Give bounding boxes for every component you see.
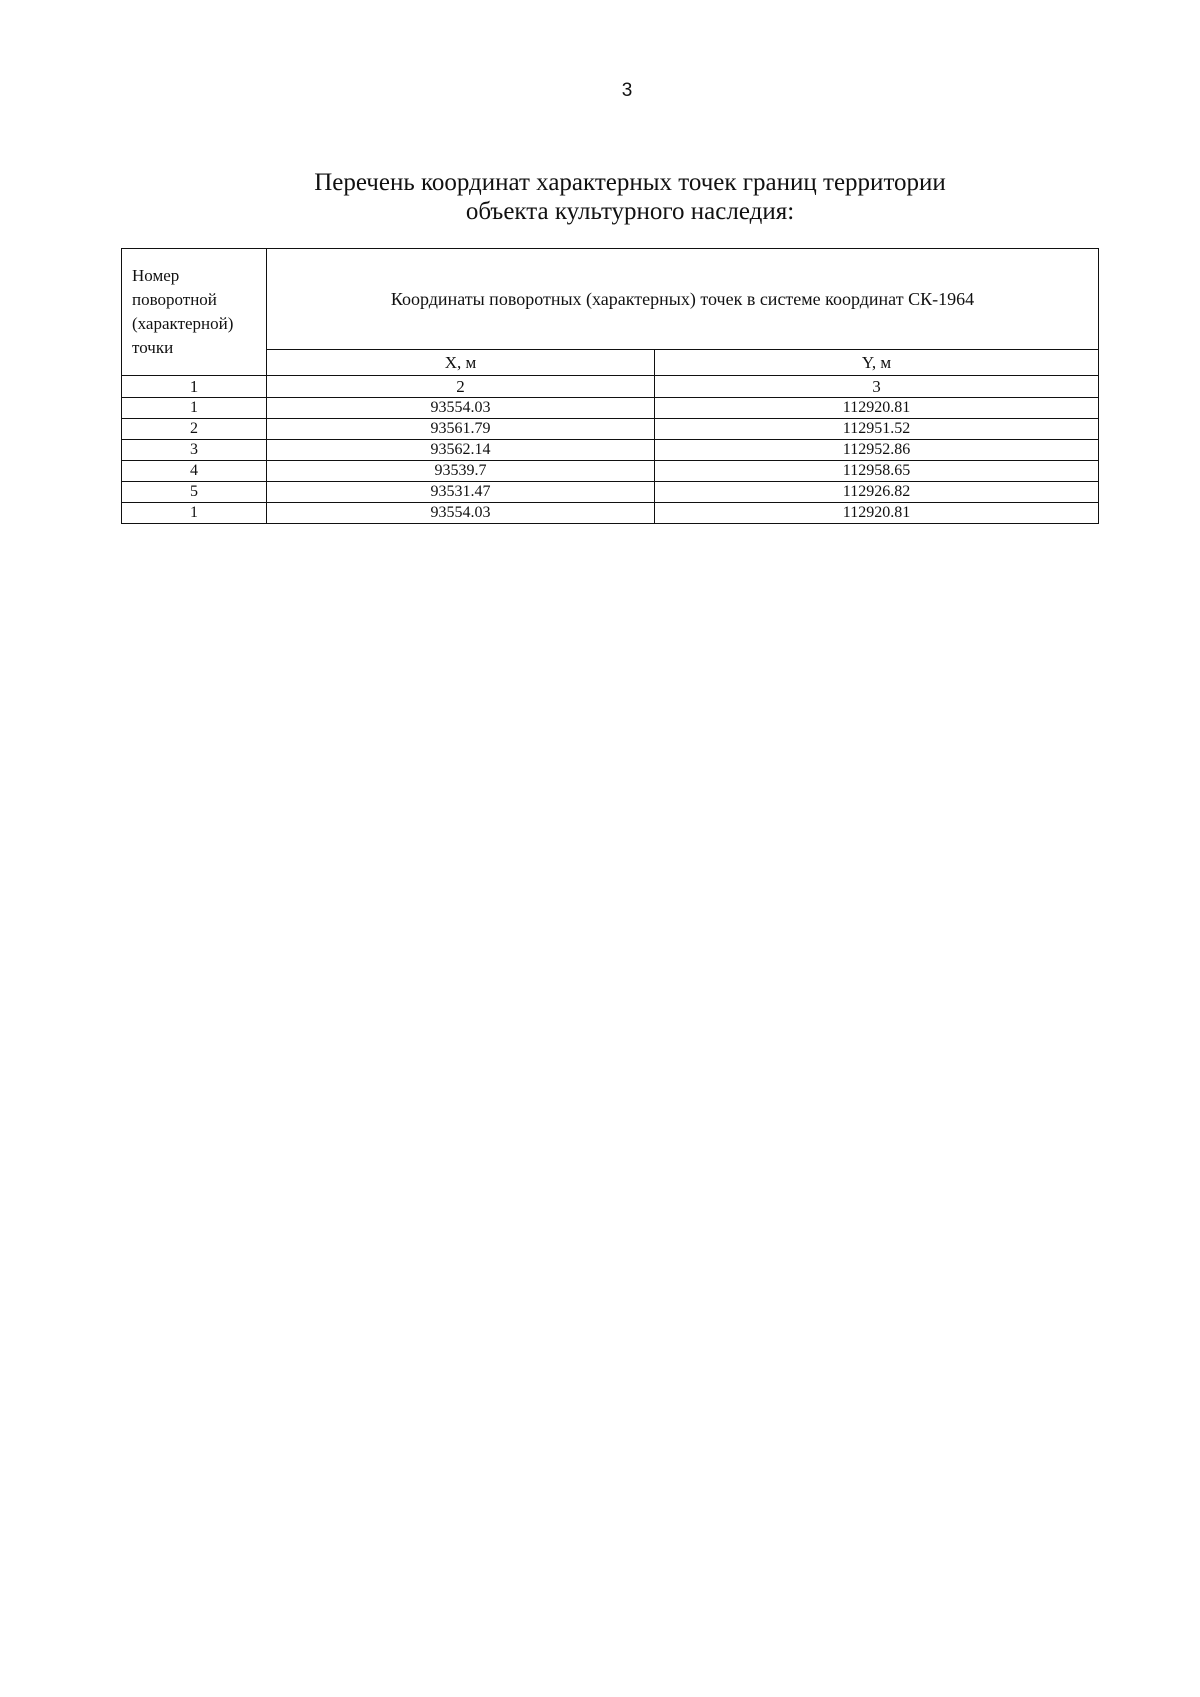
x-coordinate-cell: 93562.14 (267, 440, 655, 461)
y-coordinate-cell: 112958.65 (655, 461, 1099, 482)
point-number-cell: 1 (122, 398, 267, 419)
table-row (122, 440, 1099, 461)
y-coordinate-cell: 112951.52 (655, 419, 1099, 440)
coordinates-header: Координаты поворотных (характерных) точек в системе координат СК-1964 (267, 249, 1099, 350)
point-number-cell: 5 (122, 482, 267, 503)
x-coordinate-cell: 93554.03 (267, 503, 655, 524)
page-number: 3 (621, 80, 633, 101)
table-subheader-row (122, 350, 1099, 376)
point-number-header-line: поворотной (132, 290, 217, 309)
table-row (122, 419, 1099, 440)
table-row (122, 398, 1099, 419)
x-coordinate-cell: 93539.7 (267, 461, 655, 482)
table-row (122, 482, 1099, 503)
x-coordinate-cell: 93531.47 (267, 482, 655, 503)
point-number-cell: 3 (122, 440, 267, 461)
title-line-1: Перечень координат характерных точек границ территории (314, 169, 946, 196)
point-number-header-line: Номер (132, 266, 180, 285)
table-row (122, 503, 1099, 524)
coordinates-table (121, 248, 1099, 524)
column-index-row (122, 376, 1099, 398)
y-coordinate-cell: 112926.82 (655, 482, 1099, 503)
point-number-header-line: точки (132, 338, 174, 357)
point-number-cell: 4 (122, 461, 267, 482)
y-coordinate-cell: 112920.81 (655, 398, 1099, 419)
column-index-cell: 3 (655, 376, 1099, 398)
x-coordinate-cell: 93554.03 (267, 398, 655, 419)
document-title (250, 168, 1010, 226)
point-number-cell: 2 (122, 419, 267, 440)
y-column-header: Y, м (655, 350, 1099, 376)
x-column-header: X, м (267, 350, 655, 376)
y-coordinate-cell: 112920.81 (655, 503, 1099, 524)
title-line-2: объекта культурного наследия: (465, 198, 795, 225)
x-coordinate-cell: 93561.79 (267, 419, 655, 440)
point-number-cell: 1 (122, 503, 267, 524)
point-number-header (122, 249, 267, 376)
y-coordinate-cell: 112952.86 (655, 440, 1099, 461)
table-header-row (122, 249, 1099, 350)
column-index-cell: 1 (122, 376, 267, 398)
column-index-cell: 2 (267, 376, 655, 398)
table-row (122, 461, 1099, 482)
point-number-header-line: (характерной) (132, 314, 234, 333)
